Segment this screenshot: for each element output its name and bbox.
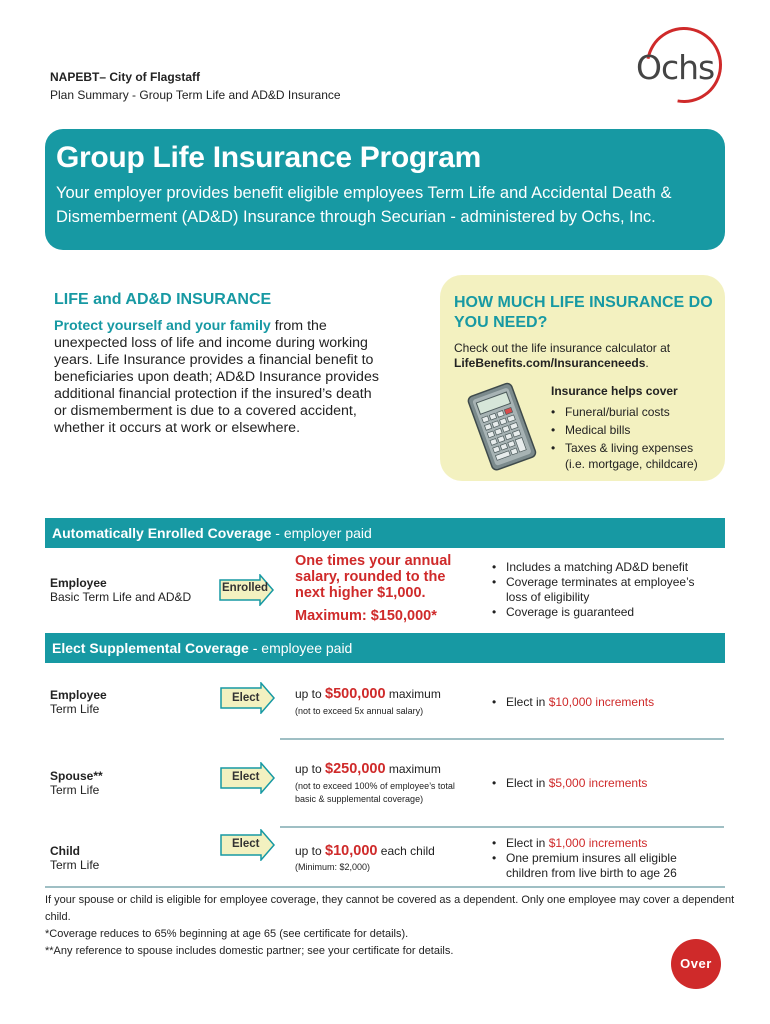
- calculator-link[interactable]: LifeBenefits.com/Insuranceneeds: [454, 356, 646, 370]
- elect-tag-child: Elect: [232, 838, 260, 850]
- spouse-up-to: up to: [295, 762, 326, 776]
- header-subtitle: Plan Summary - Group Term Life and AD&D Insurance: [50, 88, 341, 102]
- employee-amount-value: $500,000: [325, 686, 386, 702]
- enrolled-tag: Enrolled: [222, 582, 269, 594]
- spouse-label-sub: Term Life: [50, 783, 100, 797]
- employee-amount: [295, 686, 441, 702]
- row-divider: [280, 826, 724, 828]
- life-description: [54, 318, 384, 437]
- section-divider: [45, 886, 725, 888]
- employee-row-label: [50, 688, 107, 716]
- spouse-note-line1: (not to exceed 100% of employee’s total: [295, 781, 455, 791]
- bullet-increments: $10,000 increments: [548, 695, 655, 709]
- bullet-prefix: Elect in: [506, 836, 549, 850]
- program-banner: [45, 129, 725, 250]
- footnote-spouse: **Any reference to spouse includes domestic partner; see your certificate for details.: [45, 945, 454, 957]
- elect-supplemental-bar: [45, 633, 725, 663]
- needs-heading: HOW MUCH LIFE INSURANCE DO YOU NEED?: [454, 294, 713, 331]
- auto-amount-line1: One times your annual: [295, 553, 452, 569]
- list-item-extra: children from live birth to age 26: [506, 866, 677, 880]
- header-org: NAPEBT– City of Flagstaff: [50, 70, 201, 84]
- auto-bar-rest: - employer paid: [271, 525, 372, 541]
- page-title: Group Life Insurance Program: [56, 141, 482, 174]
- bullet-prefix: Elect in: [506, 695, 549, 709]
- spouse-amount-value: $250,000: [325, 761, 386, 777]
- list-item: [492, 695, 654, 710]
- elect-bar-rest: - employee paid: [248, 640, 353, 656]
- list-item: • Medical bills: [551, 421, 698, 439]
- row-divider: [280, 738, 724, 740]
- list-item: • Coverage terminates at employee’s: [492, 575, 695, 590]
- child-row-label: [50, 844, 99, 872]
- ochs-logo: Ochs: [636, 48, 715, 87]
- child-bullets: [492, 836, 677, 881]
- spouse-label-bold: Spouse**: [50, 769, 103, 783]
- spouse-note: [295, 780, 455, 806]
- auto-label-sub: Basic Term Life and AD&D: [50, 590, 192, 604]
- auto-enrolled-bar: [45, 518, 725, 548]
- child-label-bold: Child: [50, 844, 80, 858]
- cover-list: [551, 403, 698, 471]
- life-lead: Protect yourself and your family: [54, 318, 271, 334]
- footnotes: [45, 892, 735, 960]
- child-up-to: up to: [295, 844, 326, 858]
- footnote-dependent: If your spouse or child is eligible for employee coverage, they cannot be covered as a dependent. Only one employee may cover a dependent child.: [45, 894, 735, 923]
- auto-amount: [295, 553, 451, 624]
- auto-amount-line3: next higher $1,000.: [295, 585, 426, 601]
- list-item: • Funeral/burial costs: [551, 403, 698, 421]
- elect-tag-employee: Elect: [232, 692, 260, 704]
- auto-bar-bold: Automatically Enrolled Coverage: [52, 525, 272, 541]
- child-amount: [295, 843, 435, 859]
- bullet-increments: $1,000 increments: [548, 836, 648, 850]
- list-item: • Includes a matching AD&D benefit: [492, 560, 695, 575]
- needs-text: [454, 341, 719, 371]
- list-item-extra: (i.e. mortgage, childcare): [565, 457, 698, 471]
- list-item-extra: loss of eligibility: [506, 590, 590, 604]
- auto-label-bold: Employee: [50, 576, 107, 590]
- footnote-coverage: *Coverage reduces to 65% beginning at age 65 (see certificate for details).: [45, 928, 409, 940]
- employee-label-sub: Term Life: [50, 702, 100, 716]
- calculator-icon: [465, 382, 537, 472]
- list-item: • Coverage is guaranteed: [492, 605, 695, 620]
- spouse-bullets: [492, 776, 647, 791]
- list-item: • One premium insures all eligible: [492, 851, 677, 866]
- spouse-amount-suffix: maximum: [385, 762, 441, 776]
- list-item: [492, 776, 647, 791]
- employee-up-to: up to: [295, 687, 326, 701]
- elect-tag-spouse: Elect: [232, 771, 260, 783]
- employee-label-bold: Employee: [50, 688, 107, 702]
- child-label-sub: Term Life: [50, 858, 100, 872]
- child-note: (Minimum: $2,000): [295, 862, 371, 872]
- spouse-note-line2: basic & supplemental coverage): [295, 794, 424, 804]
- life-body-text: from the unexpected loss of life and income during working years. Life Insurance provides a financial benefit to beneficiaries upon death; AD&D Insurance provides additional financial protection if the insured’s death or dismemberment is due to a covered accident, whether it occurs at work or elsewhere.: [54, 318, 379, 436]
- auto-bullets: [492, 560, 695, 620]
- spouse-row-label: [50, 769, 103, 797]
- list-item: [492, 836, 677, 851]
- bullet-prefix: Elect in: [506, 776, 549, 790]
- child-amount-value: $10,000: [325, 843, 378, 859]
- bullet-increments: $5,000 increments: [548, 776, 648, 790]
- employee-note: (not to exceed 5x annual salary): [295, 706, 424, 716]
- over-badge: Over: [671, 939, 721, 989]
- employee-amount-suffix: maximum: [385, 687, 441, 701]
- list-item: • Taxes & living expenses: [551, 439, 698, 457]
- cover-title: Insurance helps cover: [551, 384, 678, 398]
- child-amount-suffix: each child: [377, 844, 435, 858]
- employee-bullets: [492, 695, 654, 710]
- needs-text-line: Check out the life insurance calculator at: [454, 341, 671, 355]
- banner-description: Your employer provides benefit eligible employees Term Life and Accidental Death & Dismemberment (AD&D) Insurance through Securian - administered by Ochs, Inc.: [56, 184, 672, 226]
- link-suffix: .: [645, 356, 649, 370]
- auto-maximum: Maximum: $150,000*: [295, 608, 437, 624]
- auto-amount-line2: salary, rounded to the: [295, 569, 446, 585]
- life-heading: LIFE and AD&D INSURANCE: [54, 291, 272, 308]
- spouse-amount: [295, 761, 441, 777]
- elect-bar-bold: Elect Supplemental Coverage: [52, 640, 249, 656]
- auto-row-label: [50, 576, 191, 604]
